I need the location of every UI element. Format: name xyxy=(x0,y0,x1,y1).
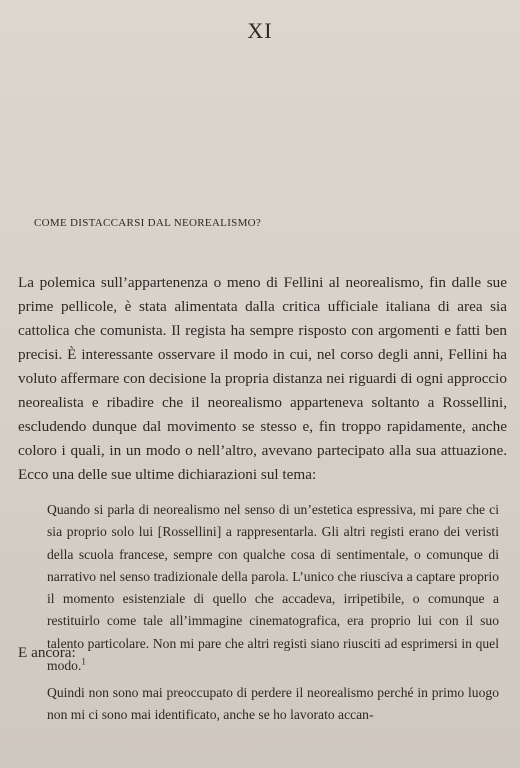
block-quote-text: Quando si parla di neorealismo nel senso di un’estetica espressiva, mi pare che ci sia proprio solo lui [Rossellini] a rappresentarla. Gli altri registi erano dei veristi della scuola francese, sempre con qualche cosa di sentimentale, o comunque di narrativo nel senso tradizionale della parola. L’unico che riusciva a captare proprio il momento esistenziale di quello che accadeva, irripetibile, o comunque a restituirlo come tale all’immagine cinematografica, era proprio lui con il suo talento particolare. Non mi pare che altri registi siano riusciti ad esprimersi in quel modo. xyxy=(47,502,499,674)
block-quote-neorealismo: Quindi non sono mai preoccupato di perdere il neorealismo perché in primo luogo non mi ci sono mai identificato, anche se ho lavorato accan- xyxy=(47,685,499,723)
footnote-marker: 1 xyxy=(81,656,86,667)
block-quote-rossellini xyxy=(47,499,499,677)
main-paragraph: La polemica sull’appartenenza o meno di Fellini al neorealismo, fin dalle sue prime pellicole, è stata alimentata dalla critica ufficiale italiana di area sia cattolica che comunista. Il regista ha sempre risposto con argomenti e fatti ben precisi. È interessante osservare il modo in cui, nel corso degli anni, Fellini ha voluto affermare con decisione la propria distanza nei riguardi di ogni approccio neorealista e ribadire che il neorealismo apparteneva soltanto a Rossellini, escludendo dunque dal movimento se stesso e, fin troppo rapidamente, anche coloro i quali, in un modo o nell’altro, avevano partecipato alla sua attuazione. Ecco una delle sue ultime dichiarazioni sul tema: xyxy=(18,274,507,483)
transition-text: E ancora: xyxy=(18,644,76,661)
section-heading: COME DISTACCARSI DAL NEOREALISMO? xyxy=(34,217,262,229)
chapter-number: XI xyxy=(247,18,273,43)
